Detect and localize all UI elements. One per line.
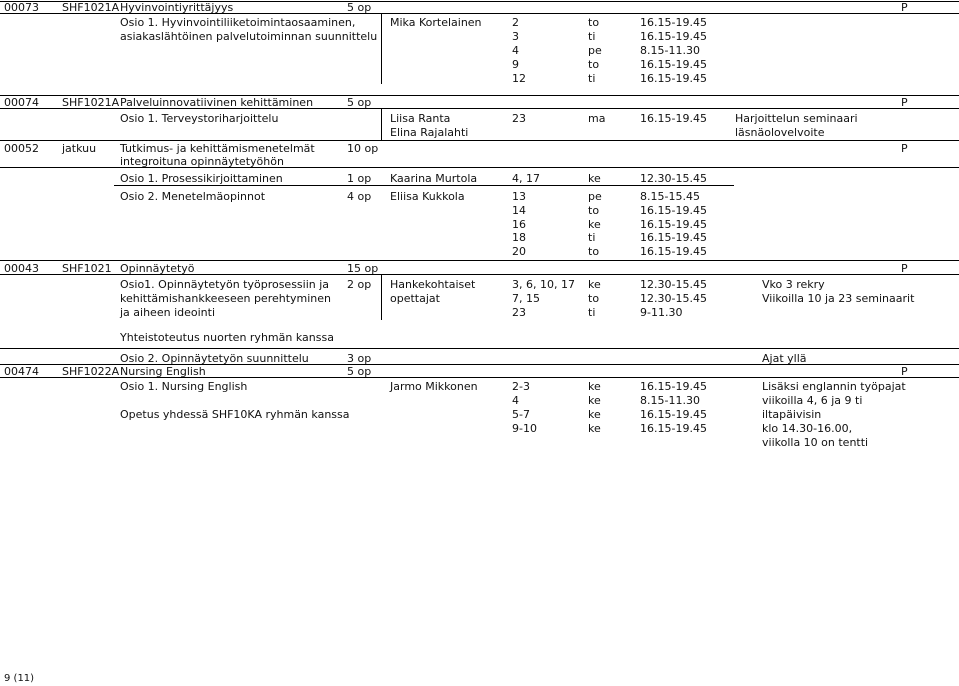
course-grade: P — [901, 142, 908, 155]
day: ke — [588, 394, 601, 407]
part-title-line2: Opetus yhdessä SHF10KA ryhmän kanssa — [120, 408, 350, 421]
week: 13 — [512, 190, 526, 203]
day: ti — [588, 306, 596, 319]
part-title-line2: kehittämishankkeeseen perehtyminen — [120, 292, 332, 305]
note: iltapäivisin — [762, 408, 822, 421]
course-code: 00052 — [4, 142, 39, 155]
page-number: 9 (11) — [4, 673, 35, 684]
time: 9-11.30 — [640, 306, 683, 319]
teacher: Hankekohtaiset — [390, 278, 476, 291]
course-credits: 15 op — [347, 262, 379, 275]
week: 16 — [512, 218, 526, 231]
part-title: Osio 1. Prosessikirjoittaminen — [120, 172, 283, 185]
teacher-line2: Elina Rajalahti — [390, 126, 469, 139]
note-line2: Viikoilla 10 ja 23 seminaarit — [762, 292, 915, 305]
course-credits: 10 op — [347, 142, 379, 155]
time: 16.15-19.45 — [640, 245, 707, 258]
time: 8.15-11.30 — [640, 44, 700, 57]
week: 7, 15 — [512, 292, 540, 305]
week: 4 — [512, 394, 519, 407]
course-name-line2: integroituna opinnäytetyöhön — [120, 155, 284, 168]
week: 5-7 — [512, 408, 530, 421]
part-title: Osio 1. Hyvinvointiliiketoimintaosaaminen, — [120, 16, 356, 29]
note-line2: läsnäolovelvoite — [735, 126, 825, 139]
time: 12.30-15.45 — [640, 172, 707, 185]
course-name: Tutkimus- ja kehittämismenetelmät — [120, 142, 315, 155]
course-code: 00074 — [4, 96, 39, 109]
course-code: 00073 — [4, 1, 39, 14]
week: 3 — [512, 30, 519, 43]
week: 4, 17 — [512, 172, 540, 185]
day: pe — [588, 44, 602, 57]
course-grade: P — [901, 1, 908, 14]
part-title: Osio 1. Terveystoriharjoittelu — [120, 112, 279, 125]
teacher-line2: opettajat — [390, 292, 440, 305]
part-credits: 1 op — [347, 172, 372, 185]
course-credits: 5 op — [347, 96, 372, 109]
time: 16.15-19.45 — [640, 231, 707, 244]
day: ke — [588, 172, 601, 185]
course-code: 00043 — [4, 262, 39, 275]
teacher: Jarmo Mikkonen — [390, 380, 478, 393]
time: 12.30-15.45 — [640, 292, 707, 305]
day: pe — [588, 190, 602, 203]
time: 16.15-19.45 — [640, 218, 707, 231]
teacher: Mika Kortelainen — [390, 16, 482, 29]
day: ke — [588, 278, 601, 291]
course-credits: 5 op — [347, 365, 372, 378]
day: ke — [588, 380, 601, 393]
week: 12 — [512, 72, 526, 85]
day: ti — [588, 30, 596, 43]
week: 2-3 — [512, 380, 530, 393]
day: to — [588, 204, 600, 217]
course-name: Nursing English — [120, 365, 206, 378]
teacher: Liisa Ranta — [390, 112, 451, 125]
part-credits: 2 op — [347, 278, 372, 291]
time: 16.15-19.45 — [640, 112, 707, 125]
day: ke — [588, 218, 601, 231]
teacher: Kaarina Murtola — [390, 172, 478, 185]
day: to — [588, 245, 600, 258]
time: 16.15-19.45 — [640, 58, 707, 71]
part-title: Osio1. Opinnäytetyön työprosessiin ja — [120, 278, 330, 291]
teacher: Eliisa Kukkola — [390, 190, 465, 203]
part-title-line2: asiakaslähtöinen palvelutoiminnan suunnittelu — [120, 30, 378, 43]
course-credits: 5 op — [347, 1, 372, 14]
day: to — [588, 58, 600, 71]
course-grade: P — [901, 262, 908, 275]
note: klo 14.30-16.00, — [762, 422, 853, 435]
time: 12.30-15.45 — [640, 278, 707, 291]
time: 16.15-19.45 — [640, 408, 707, 421]
course-name: Palveluinnovatiivinen kehittäminen — [120, 96, 314, 109]
time: 16.15-19.45 — [640, 16, 707, 29]
note: viikoilla 4, 6 ja 9 ti — [762, 394, 863, 407]
course-grade: P — [901, 96, 908, 109]
note: Lisäksi englannin työpajat — [762, 380, 906, 393]
course-id: SHF1021 — [62, 262, 112, 275]
week: 9 — [512, 58, 519, 71]
day: ti — [588, 72, 596, 85]
week: 4 — [512, 44, 519, 57]
note: Harjoittelun seminaari — [735, 112, 858, 125]
time: 16.15-19.45 — [640, 380, 707, 393]
week: 2 — [512, 16, 519, 29]
course-grade: P — [901, 365, 908, 378]
part-title-line3: ja aiheen ideointi — [120, 306, 215, 319]
part-title: Yhteistoteutus nuorten ryhmän kanssa — [120, 331, 334, 344]
day: ma — [588, 112, 606, 125]
course-name: Opinnäytetyö — [120, 262, 195, 275]
week: 23 — [512, 306, 526, 319]
week: 9-10 — [512, 422, 537, 435]
course-name: Hyvinvointiyrittäjyys — [120, 1, 234, 14]
part-title: Osio 1. Nursing English — [120, 380, 248, 393]
week: 20 — [512, 245, 526, 258]
part-title: Osio 2. Menetelmäopinnot — [120, 190, 266, 203]
course-code: 00474 — [4, 365, 39, 378]
course-id: SHF1022A — [62, 365, 120, 378]
part-title: Osio 2. Opinnäytetyön suunnittelu — [120, 352, 309, 365]
course-id: jatkuu — [62, 142, 97, 155]
week: 18 — [512, 231, 526, 244]
note: Ajat yllä — [762, 352, 807, 365]
time: 8.15-11.30 — [640, 394, 700, 407]
note: Vko 3 rekry — [762, 278, 825, 291]
time: 8.15-15.45 — [640, 190, 700, 203]
part-credits: 3 op — [347, 352, 372, 365]
course-id: SHF1021A — [62, 96, 120, 109]
week: 14 — [512, 204, 526, 217]
part-credits: 4 op — [347, 190, 372, 203]
time: 16.15-19.45 — [640, 422, 707, 435]
day: ti — [588, 231, 596, 244]
time: 16.15-19.45 — [640, 72, 707, 85]
week: 23 — [512, 112, 526, 125]
day: ke — [588, 422, 601, 435]
course-id: SHF1021A — [62, 1, 120, 14]
day: to — [588, 292, 600, 305]
week: 3, 6, 10, 17 — [512, 278, 575, 291]
day: to — [588, 16, 600, 29]
time: 16.15-19.45 — [640, 30, 707, 43]
time: 16.15-19.45 — [640, 204, 707, 217]
note: viikolla 10 on tentti — [762, 436, 869, 449]
day: ke — [588, 408, 601, 421]
